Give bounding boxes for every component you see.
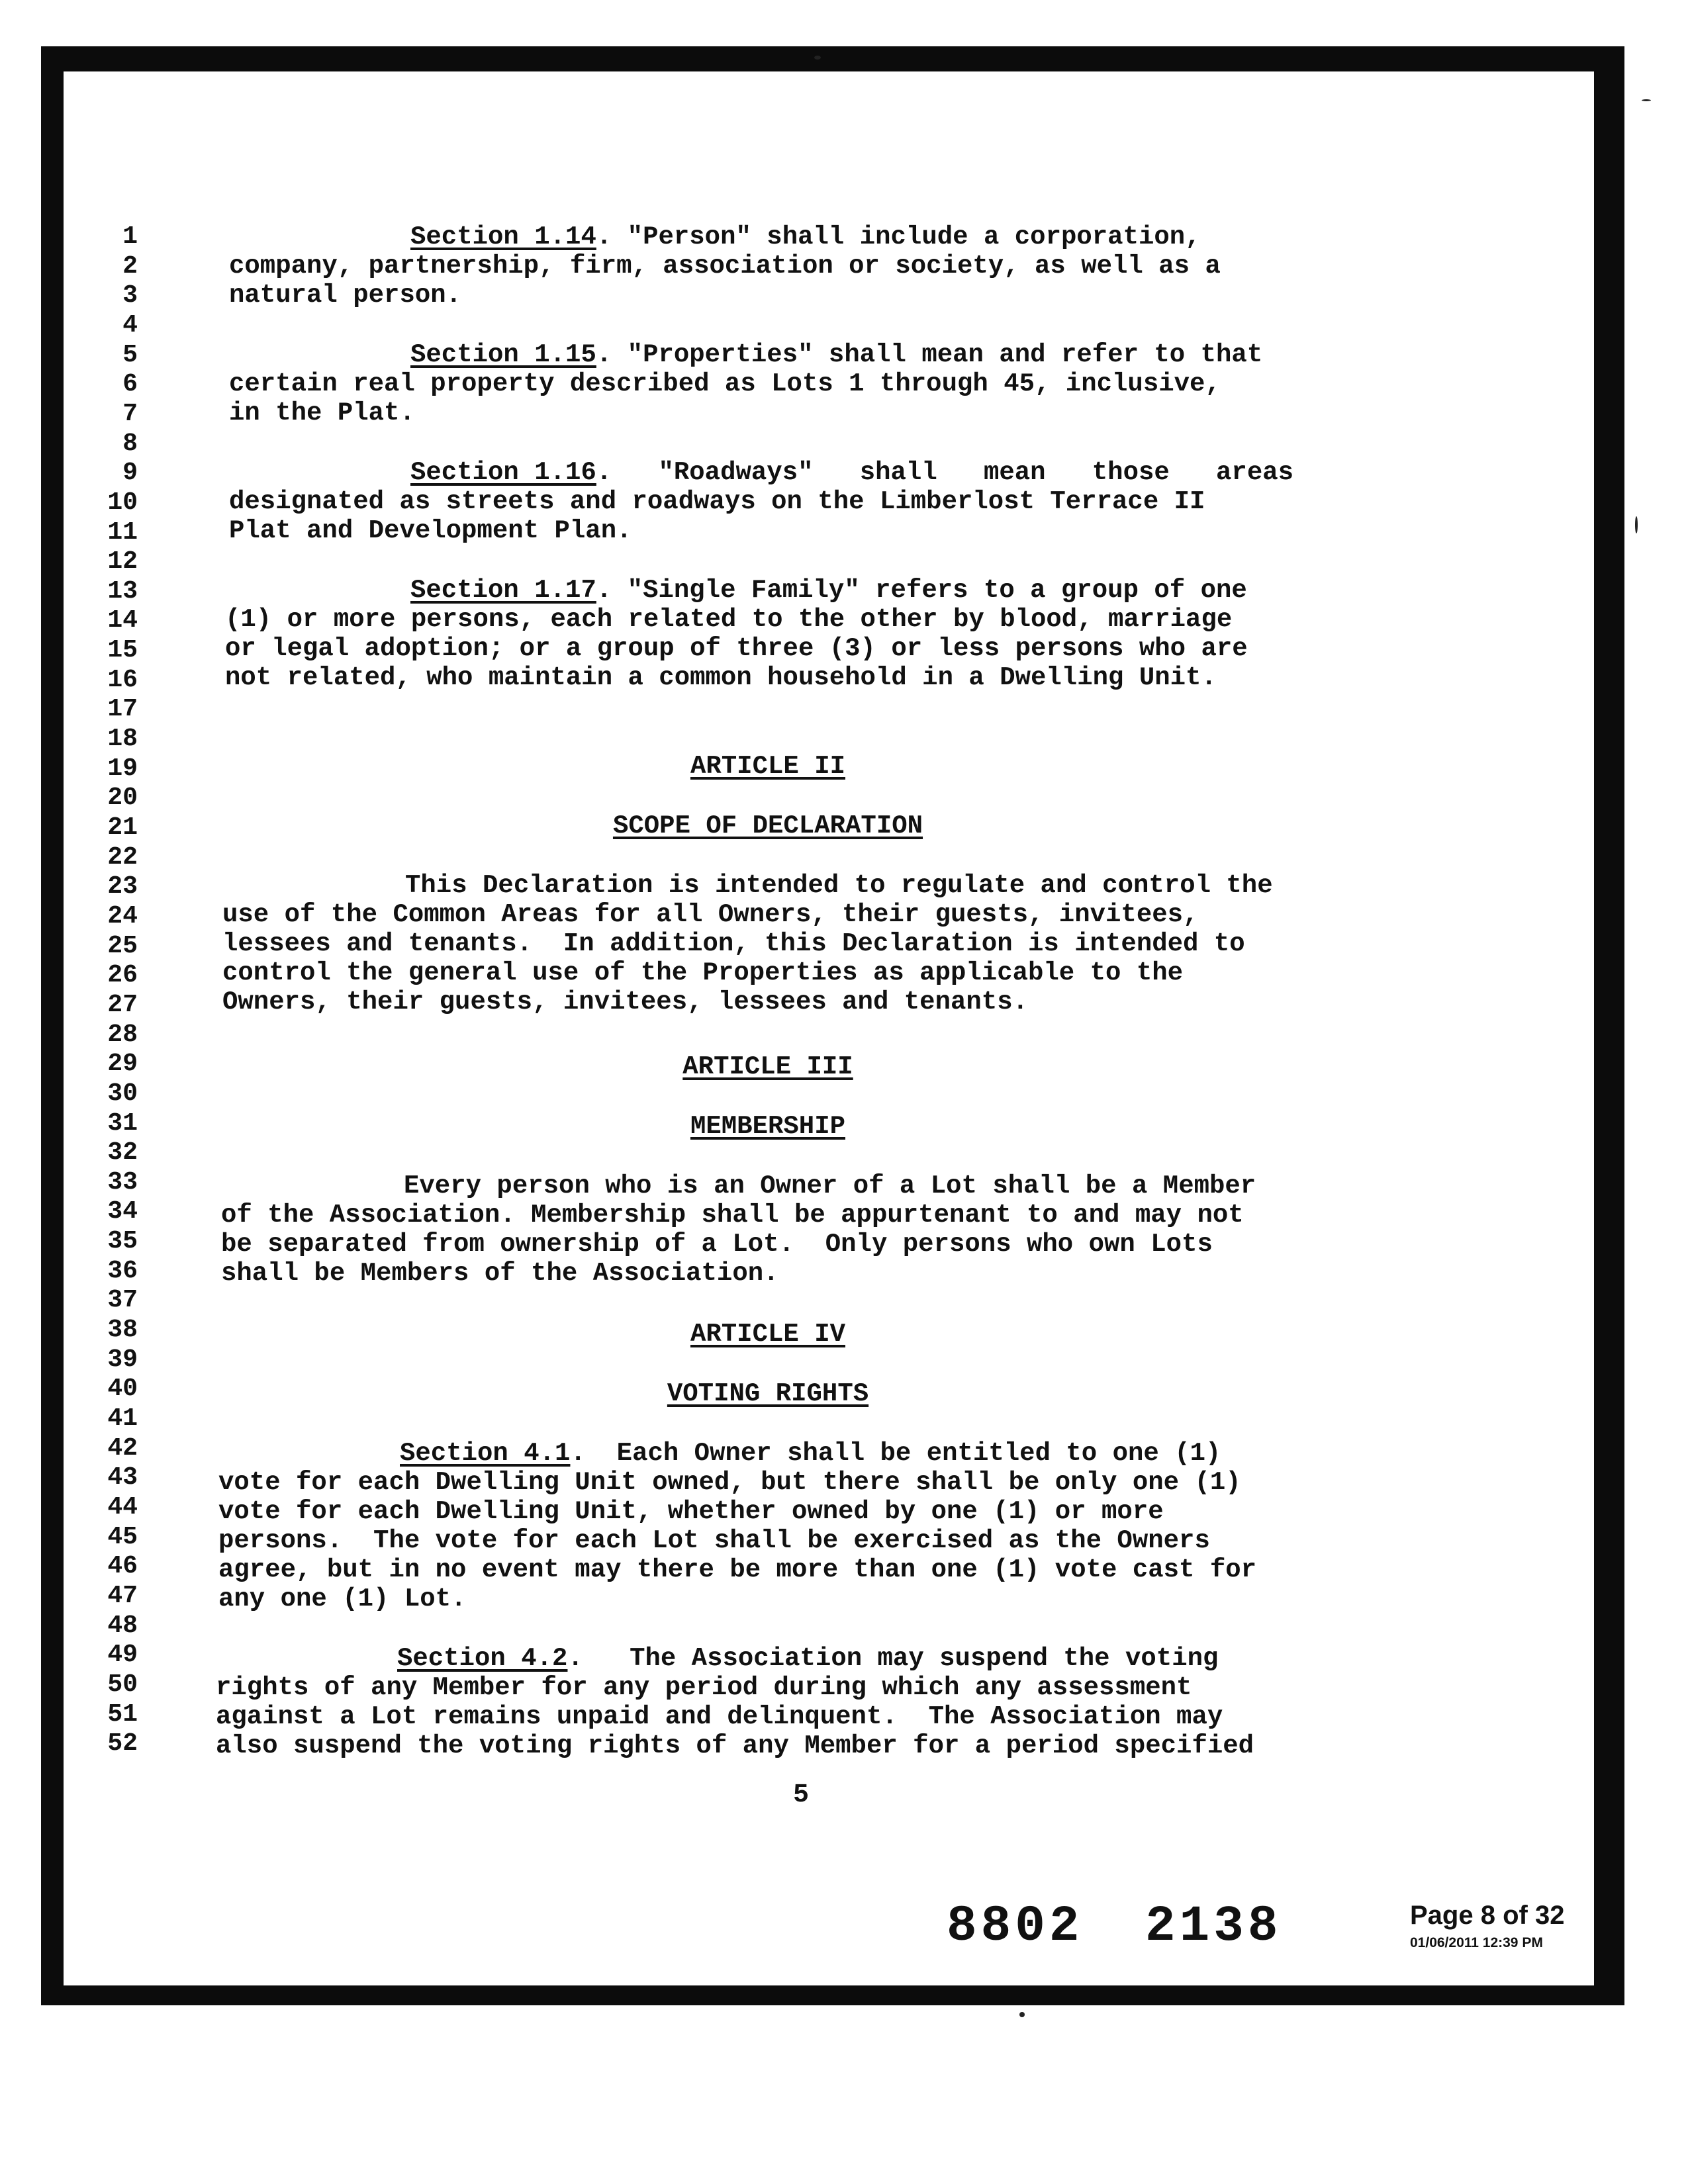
section-4-1-line: any one (1) Lot. <box>218 1584 467 1614</box>
article-2-title: SCOPE OF DECLARATION <box>612 811 923 841</box>
line-number: 17 <box>107 695 138 723</box>
section-1-16-first-line: Section 1.16. "Roadways" shall mean those areas <box>410 458 1294 487</box>
section-1-17-line: not related, who maintain a common household in a Dwelling Unit. <box>225 663 1217 692</box>
line-number: 35 <box>107 1227 138 1255</box>
section-1-16-label: Section 1.16 <box>410 458 596 487</box>
line-number: 26 <box>107 961 138 989</box>
article-3-number: ARTICLE III <box>682 1052 853 1081</box>
section-1-14-line: natural person. <box>229 281 462 310</box>
line-number: 1 <box>122 222 138 251</box>
line-number: 40 <box>107 1375 138 1403</box>
section-4-1-label: Section 4.1 <box>400 1439 571 1468</box>
line-number: 23 <box>107 872 138 901</box>
line-number: 49 <box>107 1641 138 1669</box>
section-4-2-line: also suspend the voting rights of any Member for a period specified <box>216 1731 1254 1760</box>
section-4-1-line: persons. The vote for each Lot shall be exercised as the Owners <box>218 1526 1210 1555</box>
line-number: 15 <box>107 636 138 664</box>
section-1-15-line: in the Plat. <box>229 398 415 428</box>
line-number: 5 <box>122 341 138 369</box>
line-number: 24 <box>107 902 138 931</box>
line-number: 38 <box>107 1316 138 1344</box>
line-number: 14 <box>107 606 138 635</box>
section-1-15-first-line: Section 1.15. "Properties" shall mean and refer to that <box>410 340 1263 369</box>
line-number: 6 <box>122 370 138 398</box>
section-4-2-line: rights of any Member for any period during which any assessment <box>216 1673 1192 1702</box>
line-number: 19 <box>107 754 138 783</box>
page-number: 5 <box>792 1780 809 1810</box>
line-number: 30 <box>107 1079 138 1108</box>
line-number: 9 <box>122 459 138 487</box>
line-number: 25 <box>107 932 138 960</box>
line-number: 39 <box>107 1345 138 1374</box>
line-number: 8 <box>122 430 138 458</box>
stamp-page-label: Page 8 of 32 <box>1410 1901 1565 1930</box>
line-number: 21 <box>107 813 138 842</box>
line-number: 28 <box>107 1021 138 1049</box>
section-1-17-line: (1) or more persons, each related to the other by blood, marriage <box>225 605 1233 634</box>
line-number: 45 <box>107 1523 138 1551</box>
stamp-datetime: 01/06/2011 12:39 PM <box>1410 1935 1543 1950</box>
line-number: 4 <box>122 311 138 340</box>
line-number: 51 <box>107 1700 138 1729</box>
scan-speck <box>1642 99 1651 101</box>
section-1-17-first-line: Section 1.17. "Single Family" refers to a group of one <box>410 576 1247 605</box>
line-number: 41 <box>107 1404 138 1433</box>
line-number: 3 <box>122 281 138 310</box>
line-number: 12 <box>107 547 138 576</box>
section-1-15-label: Section 1.15 <box>410 340 596 369</box>
section-1-17-line: or legal adoption; or a group of three (3) or less persons who are <box>225 634 1248 663</box>
section-1-16-line: designated as streets and roadways on the Limberlost Terrace II <box>229 487 1205 516</box>
article-4-number: ARTICLE IV <box>690 1320 846 1349</box>
section-4-1-first-line: Section 4.1. Each Owner shall be entitled to one (1) <box>400 1439 1221 1468</box>
scan-speck <box>1635 516 1638 533</box>
line-number: 46 <box>107 1552 138 1580</box>
section-4-1-line: vote for each Dwelling Unit owned, but there shall be only one (1) <box>218 1468 1241 1497</box>
section-4-1-line: agree, but in no event may there be more than one (1) vote cast for <box>218 1555 1257 1584</box>
article-3-line: Every person who is an Owner of a Lot shall be a Member <box>404 1171 1256 1201</box>
line-number: 13 <box>107 577 138 606</box>
article-2-line: lessees and tenants. In addition, this Declaration is intended to <box>222 929 1245 958</box>
line-number: 42 <box>107 1434 138 1463</box>
article-2-number: ARTICLE II <box>690 752 846 781</box>
line-number: 22 <box>107 843 138 872</box>
line-number: 18 <box>107 725 138 753</box>
line-number: 31 <box>107 1109 138 1138</box>
line-number: 27 <box>107 991 138 1019</box>
line-number: 34 <box>107 1197 138 1226</box>
line-number: 48 <box>107 1612 138 1640</box>
section-4-1-line: vote for each Dwelling Unit, whether owned by one (1) or more <box>218 1497 1164 1526</box>
article-4-title: VOTING RIGHTS <box>667 1379 869 1408</box>
scan-speck <box>814 56 821 60</box>
section-4-2-first-line: Section 4.2. The Association may suspend the voting <box>397 1644 1219 1673</box>
line-number: 7 <box>122 400 138 428</box>
line-number: 33 <box>107 1168 138 1197</box>
line-number: 47 <box>107 1582 138 1610</box>
line-number: 2 <box>122 252 138 281</box>
line-number: 29 <box>107 1050 138 1078</box>
article-2-line: use of the Common Areas for all Owners, their guests, invitees, <box>222 900 1199 929</box>
section-1-14-first-line: Section 1.14. "Person" shall include a corporation, <box>410 222 1201 251</box>
article-3-line: be separated from ownership of a Lot. Only persons who own Lots <box>221 1230 1213 1259</box>
line-number: 20 <box>107 784 138 812</box>
article-3-line: of the Association. Membership shall be appurtenant to and may not <box>221 1201 1244 1230</box>
recording-page-number: 2138 <box>1145 1898 1282 1955</box>
line-number: 10 <box>107 488 138 517</box>
line-number: 43 <box>107 1463 138 1492</box>
scan-speck <box>1019 2012 1025 2017</box>
line-number: 37 <box>107 1286 138 1314</box>
line-number: 50 <box>107 1670 138 1699</box>
section-4-2-line: against a Lot remains unpaid and delinquent. The Association may <box>216 1702 1223 1731</box>
section-4-2-label: Section 4.2 <box>397 1644 568 1673</box>
line-number: 52 <box>107 1729 138 1758</box>
line-number: 36 <box>107 1257 138 1285</box>
line-number: 32 <box>107 1138 138 1167</box>
line-number: 11 <box>107 518 138 547</box>
line-number: 16 <box>107 666 138 694</box>
article-2-line: This Declaration is intended to regulate and control the <box>405 871 1273 900</box>
line-number: 44 <box>107 1493 138 1522</box>
section-1-16-line: Plat and Development Plan. <box>229 516 632 545</box>
article-3-title: MEMBERSHIP <box>690 1112 846 1141</box>
article-3-line: shall be Members of the Association. <box>221 1259 779 1288</box>
article-2-line: control the general use of the Properties as applicable to the <box>222 958 1184 987</box>
section-1-14-line: company, partnership, firm, association or society, as well as a <box>229 251 1221 281</box>
recording-book-number: 8802 <box>947 1898 1084 1955</box>
section-1-14-label: Section 1.14 <box>410 222 596 251</box>
article-2-line: Owners, their guests, invitees, lessees and tenants. <box>222 987 1028 1017</box>
section-1-17-label: Section 1.17 <box>410 576 596 605</box>
section-1-15-line: certain real property described as Lots 1 through 45, inclusive, <box>229 369 1221 398</box>
